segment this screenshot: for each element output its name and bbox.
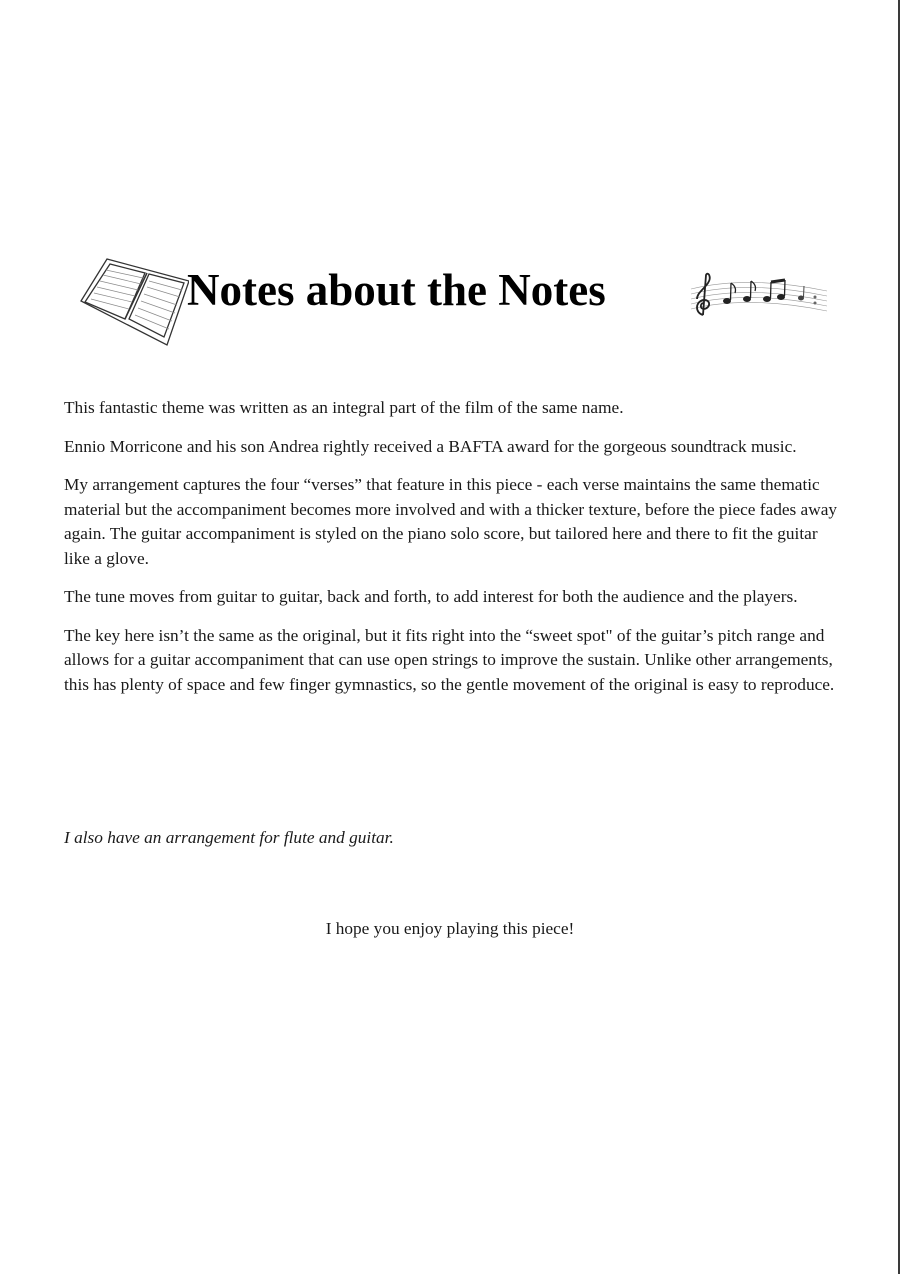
paragraph-intro: This fantastic theme was written as an integral part of the film of the same name.: [64, 398, 624, 417]
paragraph-arrangement: My arrangement captures the four “verses” that feature in this piece - each verse maintains the same thematic material but the accompaniment becomes more involved and with a thicker texture, before the piece fades away again. The guitar accompaniment is styled on the piano solo score, but tailored here and there to fit the guitar like a glove.: [64, 475, 838, 568]
paragraph-key: The key here isn’t the same as the original, but it fits right into the “sweet spot" of the guitar’s pitch range and allows for a guitar accompaniment that can use open strings to improve the sustain. Unlike other arrangements, this has plenty of space and few finger gymnastics, so the gentle movement of the original is easy to reproduce.: [64, 625, 835, 694]
open-book-icon: [77, 255, 189, 347]
closing-line: I hope you enjoy playing this piece!: [325, 919, 575, 938]
flute-arrangement-note: I also have an arrangement for flute and guitar.: [64, 828, 394, 847]
notes-body: [64, 396, 839, 711]
music-notes-icon: [689, 269, 829, 319]
page-header: [75, 255, 835, 355]
paragraph-bafta: Ennio Morricone and his son Andrea rightly received a BAFTA award for the gorgeous soundtrack music.: [64, 436, 797, 456]
paragraph-tune: The tune moves from guitar to guitar, back and forth, to add interest for both the audience and the players.: [64, 587, 798, 606]
page-title: Notes about the Notes: [187, 265, 606, 315]
